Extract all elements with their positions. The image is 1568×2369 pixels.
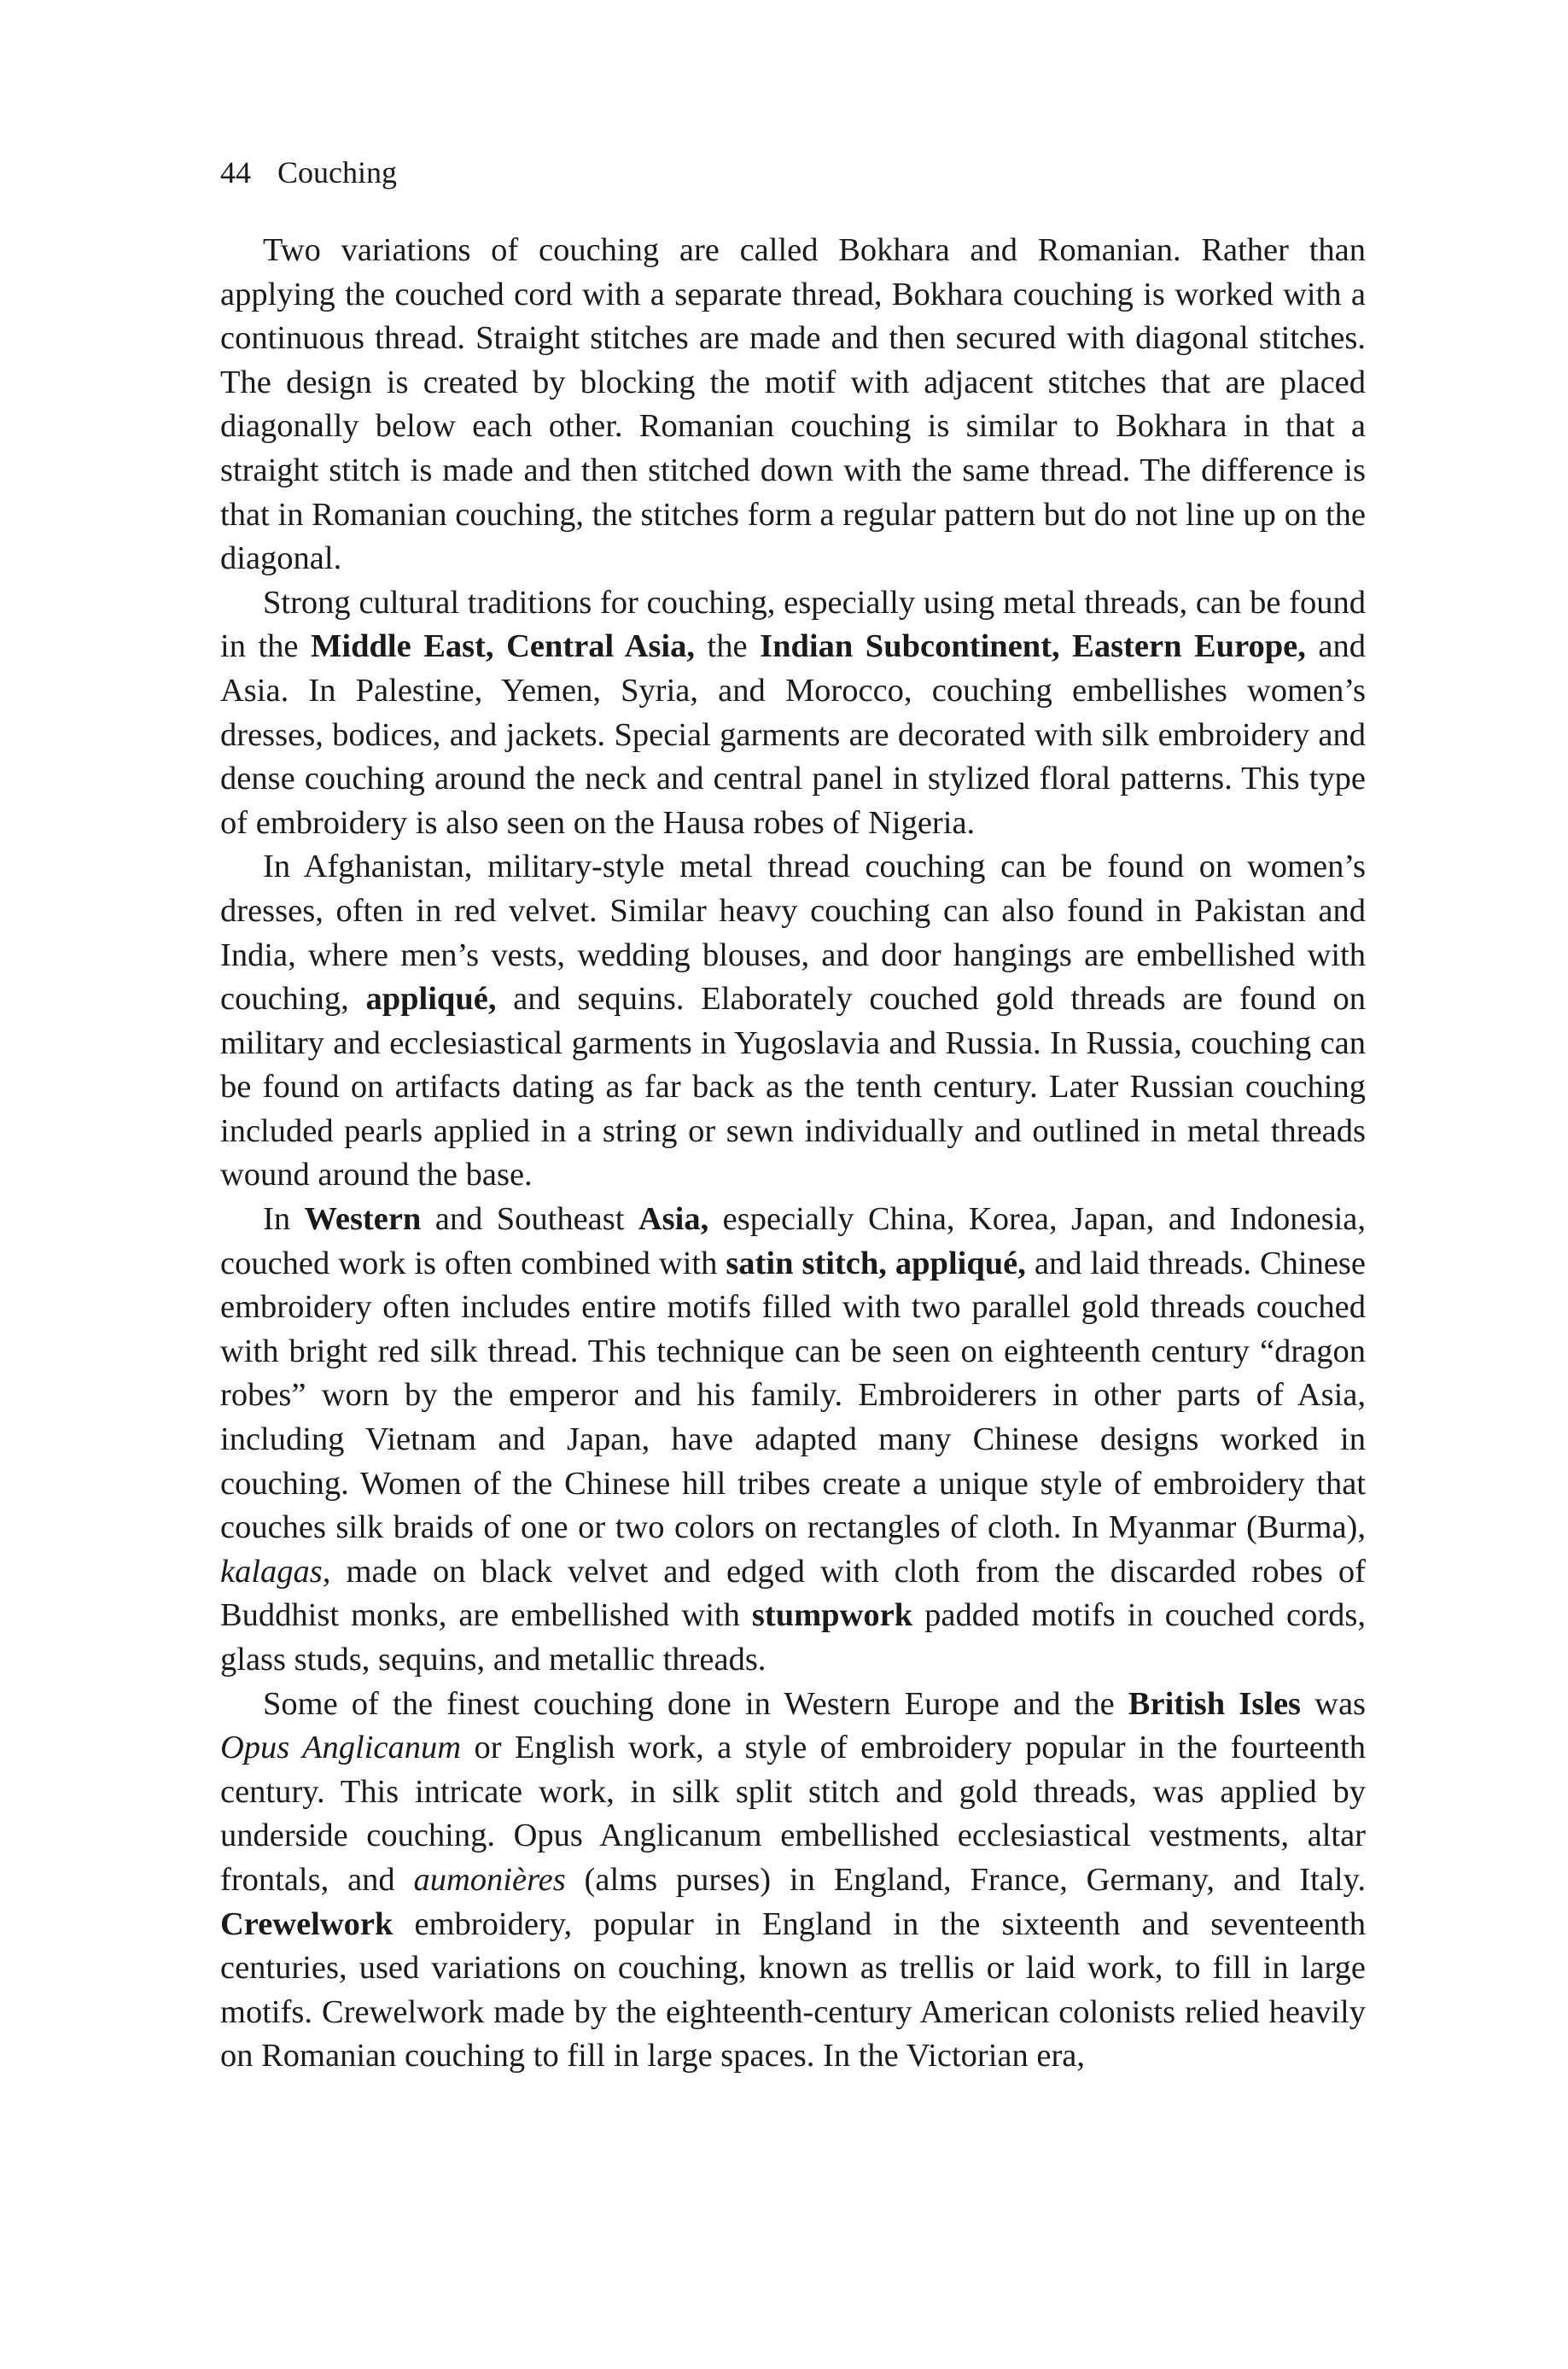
text-run: Strong cultural traditions for couching, especially using metal threads, can be found in the: [220, 584, 1366, 665]
text-run: especially China, Korea, Japan, and Indonesia, couched work is often combined with: [220, 1201, 1366, 1281]
text-run: and Southeast: [421, 1201, 638, 1238]
bold-term: Crewelwork: [220, 1905, 393, 1942]
bold-term: Asia,: [638, 1201, 709, 1238]
text-run: Two variations of couching are called Bokhara and Romanian. Rather than applying the couched cord with a separate thread, Bokhara couching is worked with a continuous thread. Straight stitches are made and then secured with diagonal stitches. The design is created by blocking the motif with adjacent stitches that are placed diagonally below each other. Romanian couching is similar to Bokhara in that a straight stitch is made and then stitched down with the same thread. The difference is that in Romanian couching, the stitches form a regular pattern but do not line up on the diagonal.: [220, 232, 1366, 577]
paragraph: [220, 1683, 1366, 2079]
bold-term: Indian Subcontinent, Eastern Europe,: [760, 628, 1306, 665]
text-run: padded motifs in couched cords, glass studs, sequins, and metallic threads.: [220, 1597, 1366, 1678]
text-run: embroidery, popular in England in the sixteenth and seventeenth centuries, used variations on couching, known as trellis or laid work, to fill in large motifs. Crewelwork made by the eighteenth-century American colonists relied heavily on Romanian couching to fill in large spaces. In the Victorian era,: [220, 1905, 1366, 2074]
paragraph: [220, 229, 1366, 581]
text-run: In Afghanistan, military-style metal thread couching can be found on women’s dresses, often in red velvet. Similar heavy couching can also found in Pakistan and India, where men’s vests, wedding blouses, and door hangings are embellished with couching,: [220, 849, 1366, 1018]
bold-term: stumpwork: [751, 1597, 913, 1634]
bold-term: Middle East, Central Asia,: [311, 628, 695, 665]
italic-term: aumonières: [413, 1861, 566, 1898]
body-text: [220, 229, 1366, 2079]
bold-term: Western: [304, 1201, 422, 1238]
text-run: and sequins. Elaborately couched gold threads are found on military and ecclesiastical garments in Yugoslavia and Russia. In Russia, couching can be found on artifacts dating as far back as the tenth century. Later Russian couching included pearls applied in a string or sewn individually and outlined in metal threads wound around the base.: [220, 981, 1366, 1193]
text-run: (alms purses) in England, France, Germany, and Italy.: [565, 1861, 1366, 1898]
italic-term: Opus Anglicanum: [220, 1730, 462, 1766]
bold-term: satin stitch, appliqué,: [726, 1245, 1026, 1281]
bold-term: appliqué,: [365, 981, 497, 1018]
paragraph: [220, 845, 1366, 1198]
text-run: or English work, a style of embroidery popular in the fourteenth century. This intricate work, in silk split stitch and gold threads, was applied by underside couching. Opus Anglicanum embellished ecclesiastical vestments, altar frontals, and: [220, 1730, 1366, 1898]
paragraph: [220, 581, 1366, 846]
text-run: the: [695, 628, 761, 665]
text-run: made on black velvet and edged with cloth from the discarded robes of Buddhist monks, are embellished with: [220, 1553, 1366, 1634]
text-run: was: [1301, 1685, 1367, 1722]
page-number: 44: [220, 155, 251, 190]
text-run: and laid threads. Chinese embroidery often includes entire motifs filled with two parallel gold threads couched with bright red silk thread. This technique can be seen on eighteenth century “dragon robes” worn by the emperor and his family. Embroiderers in other parts of Asia, including Vietnam and Japan, have adapted many Chinese designs worked in couching. Women of the Chinese hill tribes create a unique style of embroidery that couches silk braids of one or two colors on rectangles of cloth. In Myanmar (Burma),: [220, 1245, 1366, 1546]
text-run: and Asia. In Palestine, Yemen, Syria, and Morocco, couching embellishes women’s dresses, bodices, and jackets. Special garments are decorated with silk embroidery and dense couching around the neck and central panel in stylized floral patterns. This type of embroidery is also seen on the Hausa robes of Nigeria.: [220, 628, 1366, 841]
running-head: [220, 152, 397, 193]
text-run: In: [263, 1201, 305, 1238]
text-run: Some of the finest couching done in Western Europe and the: [263, 1685, 1128, 1722]
italic-term: kalagas,: [220, 1553, 331, 1590]
bold-term: British Isles: [1128, 1685, 1302, 1722]
paragraph: [220, 1198, 1366, 1683]
running-title: Couching: [277, 155, 397, 190]
